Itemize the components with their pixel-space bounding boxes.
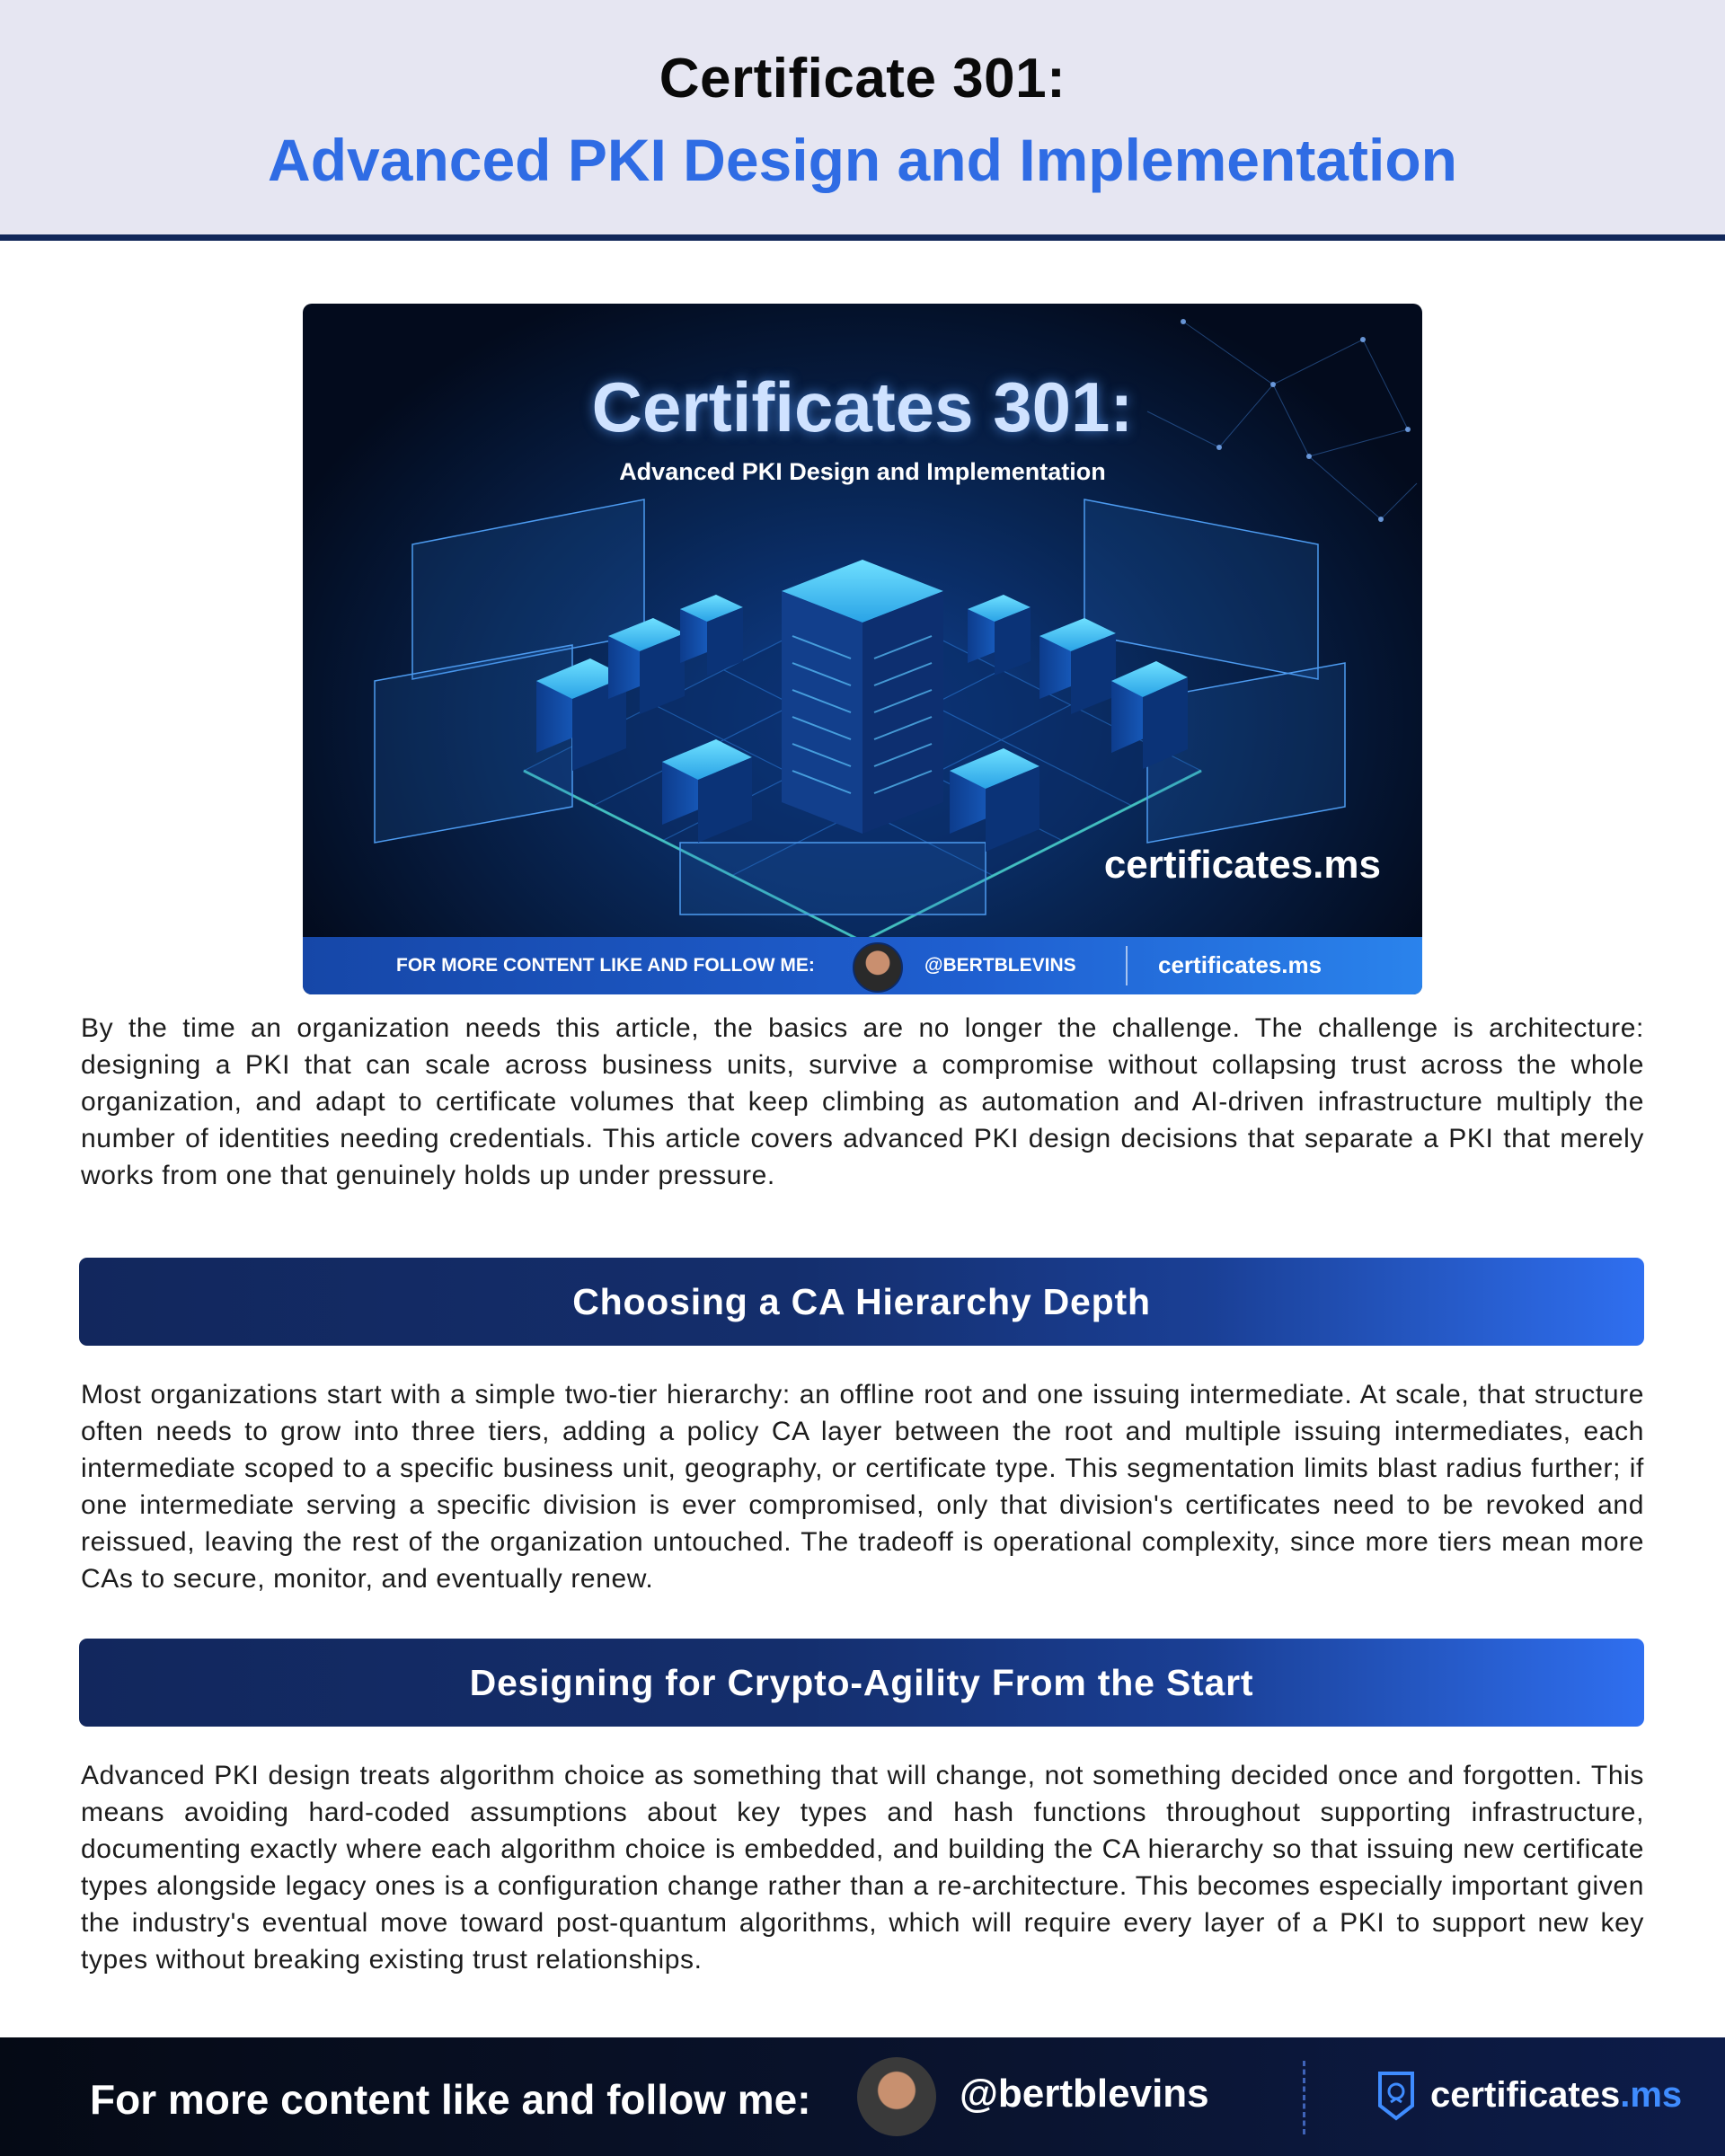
divider xyxy=(1303,2061,1305,2134)
hero-handle: @BERTBLEVINS xyxy=(924,955,1076,976)
page-header xyxy=(0,0,1725,241)
hero-brand-logo: certificates.ms xyxy=(1103,843,1381,887)
hero-follow-text: FOR MORE CONTENT LIKE AND FOLLOW ME: xyxy=(396,955,815,976)
section-paragraph: Most organizations start with a simple two-tier hierarchy: an offline root and one issuing intermediate. At scale, that structure often needs to grow into three tiers, adding a policy CA layer between the root and multiple issuing intermediates, each intermediate scoped to a specific business unit, geography, or certificate type. This segmentation limits blast radius further; if one intermediate serving a specific division is ever compromised, only that division's certificates need to be revoked and reissued, leaving the rest of the organization untouched. The tradeoff is operational complexity, since more tiers mean more CAs to secure, monitor, and eventually renew. xyxy=(81,1380,1644,1594)
page-title: Certificate 301: xyxy=(659,48,1066,110)
hero-subtitle: Advanced PKI Design and Implementation xyxy=(619,458,1106,485)
site-tld: .ms xyxy=(1620,2075,1683,2115)
hero-follow-bar xyxy=(303,937,1422,994)
section-heading: Choosing a CA Hierarchy Depth xyxy=(79,1258,1644,1346)
site-name: certificates xyxy=(1430,2075,1621,2115)
social-handle-link[interactable]: @bertblevins xyxy=(960,2072,1209,2116)
certificate-shield-icon xyxy=(1376,2070,1416,2122)
page-footer xyxy=(0,2037,1725,2156)
hero-site: certificates.ms xyxy=(1158,951,1322,978)
hero-title: Certificates 301: xyxy=(591,367,1134,446)
divider xyxy=(1126,946,1128,985)
hero-banner-image xyxy=(303,304,1422,994)
section-heading: Designing for Crypto-Agility From the Start xyxy=(79,1639,1644,1727)
page-subtitle: Advanced PKI Design and Implementation xyxy=(268,127,1457,193)
avatar[interactable] xyxy=(857,2057,936,2136)
avatar xyxy=(853,942,903,993)
follow-text: For more content like and follow me: xyxy=(90,2076,811,2123)
site-logo-link[interactable] xyxy=(1430,2075,1682,2116)
intro-paragraph: By the time an organization needs this article, the basics are no longer the challenge. The challenge is architecture: designing a PKI that can scale across business units, survive a compromise without collapsing trust across the whole organization, and adapt to certificate volumes that keep climbing as automation and AI-driven infrastructure multiply the number of identities needing credentials. This article covers advanced PKI design decisions that separate a PKI that merely works from one that genuinely holds up under pressure. xyxy=(81,1013,1644,1190)
section-paragraph: Advanced PKI design treats algorithm choice as something that will change, not something decided once and forgotten. This means avoiding hard-coded assumptions about key types and hash functions throughout supporting infrastructure, documenting exactly where each algorithm choice is embedded, and building the CA hierarchy so that issuing new certificate types alongside legacy ones is a configuration change rather than a re-architecture. This becomes especially important given the industry's eventual move toward post-quantum algorithms, which will require every layer of a PKI to support new key types without breaking existing trust relationships. xyxy=(81,1761,1644,1975)
